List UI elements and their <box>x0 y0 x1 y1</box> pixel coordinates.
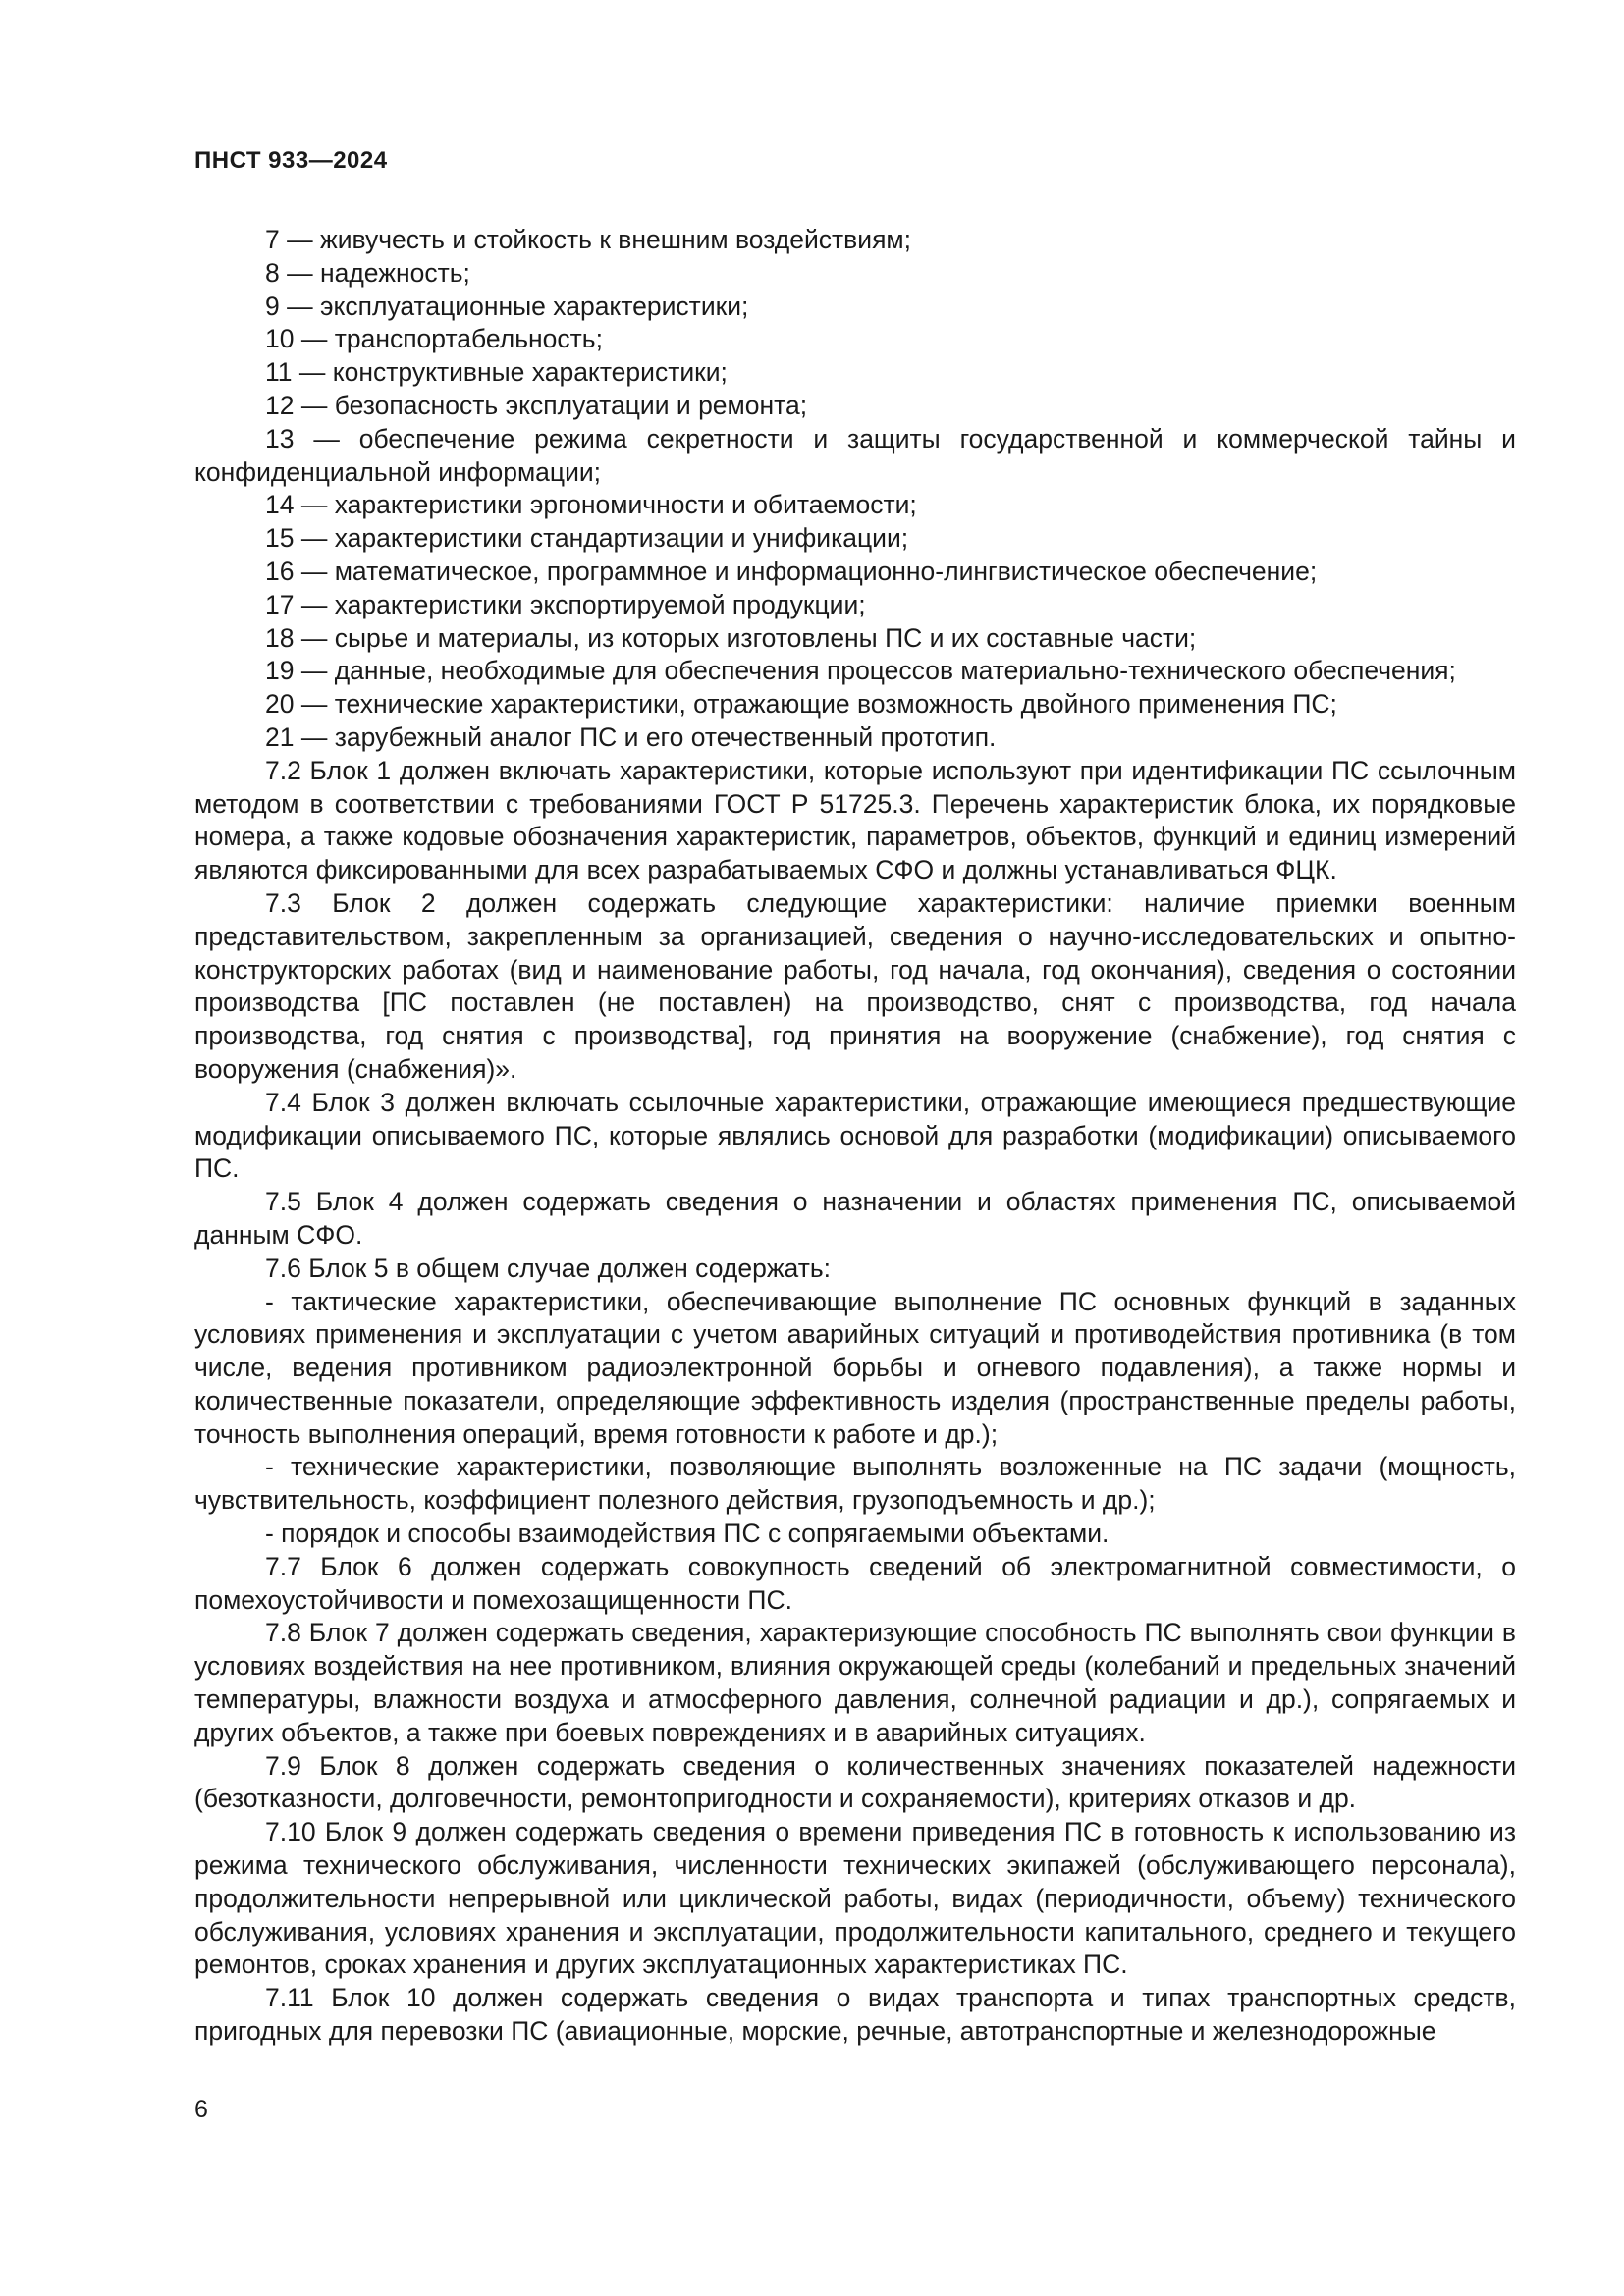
list-item: 15 — характеристики стандартизации и унификации; <box>265 523 909 554</box>
list-item: 17 — характеристики экспортируемой продукции; <box>265 589 866 619</box>
document-body <box>194 224 1516 2049</box>
list-item: 13 — обеспечение режима секретности и защиты государственной и коммерческой тайны и конфиденциальной информации; <box>194 423 1516 487</box>
paragraph-7-5: 7.5 Блок 4 должен содержать сведения о назначении и областях применения ПС, описываемой данным СФО. <box>194 1187 1516 1250</box>
list-item: 14 — характеристики эргономичности и обитаемости; <box>265 490 917 520</box>
paragraph-7-3: 7.3 Блок 2 должен содержать следующие характеристики: наличие приемки военным представительством, закрепленным за организацией, сведения о научно-исследовательских и опытно-конструкторских работах (вид и наименование работы, год начала, год окончания), сведения о состоянии производства [ПС поставлен (не поставлен) на производство, снят с производства, год начала производства, год снятия с производства], год принятия на вооружение (снабжение), год снятия с вооружения (снабжения)». <box>194 887 1516 1084</box>
paragraph-7-2: 7.2 Блок 1 должен включать характеристики, которые используют при идентификации ПС ссылочным методом в соответствии с требованиями ГОСТ Р 51725.3. Перечень характеристик блока, их порядковые номера, а также кодовые обозначения характеристик, параметров, объектов, функций и единиц измерений являются фиксированными для всех разрабатываемых СФО и должны устанавливаться ФЦК. <box>194 755 1516 885</box>
paragraph-7-7: 7.7 Блок 6 должен содержать совокупность сведений об электромагнитной совместимости, о помехоустойчивости и помехозащищенности ПС. <box>194 1551 1516 1615</box>
paragraph-7-10: 7.10 Блок 9 должен содержать сведения о времени приведения ПС в готовность к использованию из режима технического обслуживания, численности технических экипажей (обслуживающего персонала), продолжительности непрерывной или циклической работы, видах (периодичности, объему) технического обслуживания, условиях хранения и эксплуатации, продолжительности капитального, среднего и текущего ремонтов, сроках хранения и других эксплуатационных характеристиках ПС. <box>194 1817 1516 1980</box>
list-item: 21 — зарубежный аналог ПС и его отечественный прототип. <box>265 721 997 752</box>
document-code-header: ПНСТ 933—2024 <box>194 147 388 174</box>
paragraph-7-9: 7.9 Блок 8 должен содержать сведения о количественных значениях показателей надежности (безотказности, долговечности, ремонтопригодности и сохраняемости), критериях отказов и др. <box>194 1750 1516 1814</box>
paragraph-7-6: 7.6 Блок 5 в общем случае должен содержать: <box>265 1253 832 1283</box>
bullet-interaction-methods: - порядок и способы взаимодействия ПС с сопрягаемыми объектами. <box>265 1519 1110 1549</box>
paragraph-7-4: 7.4 Блок 3 должен включать ссылочные характеристики, отражающие имеющиеся предшествующие модификации описываемого ПС, которые являлись основой для разработки (модификации) описываемого ПС. <box>194 1087 1516 1184</box>
list-item: 7 — живучесть и стойкость к внешним воздействиям; <box>265 225 911 254</box>
list-item: 10 — транспортабельность; <box>265 324 603 354</box>
list-item: 12 — безопасность эксплуатации и ремонта; <box>265 390 808 420</box>
list-item: 19 — данные, необходимые для обеспечения процессов материально-технического обеспечения; <box>265 656 1456 686</box>
page-number: 6 <box>194 2096 208 2123</box>
list-item: 18 — сырье и материалы, из которых изготовлены ПС и их составные части; <box>265 622 1197 653</box>
paragraph-7-11: 7.11 Блок 10 должен содержать сведения о видах транспорта и типах транспортных средств, пригодных для перевозки ПС (авиационные, морские, речные, автотранспортные и железнодорожные <box>194 1983 1516 2047</box>
list-item: 9 — эксплуатационные характеристики; <box>265 291 749 321</box>
list-item: 11 — конструктивные характеристики; <box>265 357 728 388</box>
bullet-tactical-characteristics: - тактические характеристики, обеспечивающие выполнение ПС основных функций в заданных условиях применения и эксплуатации с учетом аварийных ситуаций и противодействия противника (в том числе, ведения противником радиоэлектронной борьбы и огневого подавления), а также нормы и количественные показатели, определяющие эффективность изделия (пространственные пределы работы, точность выполнения операций, время готовности к работе и др.); <box>194 1286 1516 1449</box>
bullet-technical-characteristics: - технические характеристики, позволяющие выполнять возложенные на ПС задачи (мощность, чувствительность, коэффициент полезного действия, грузоподъемность и др.); <box>194 1452 1516 1516</box>
list-item: 8 — надежность; <box>265 257 470 288</box>
paragraph-7-8: 7.8 Блок 7 должен содержать сведения, характеризующие способность ПС выполнять свои функции в условиях воздействия на нее противником, влияния окружающей среды (колебаний и предельных значений температуры, влажности воздуха и атмосферного давления, солнечной радиации и др.), сопрягаемых и других объектов, а также при боевых повреждениях и в аварийных ситуациях. <box>194 1618 1516 1747</box>
list-item: 16 — математическое, программное и информационно-лингвистическое обеспечение; <box>265 556 1318 586</box>
list-item: 20 — технические характеристики, отражающие возможность двойного применения ПС; <box>265 689 1337 720</box>
